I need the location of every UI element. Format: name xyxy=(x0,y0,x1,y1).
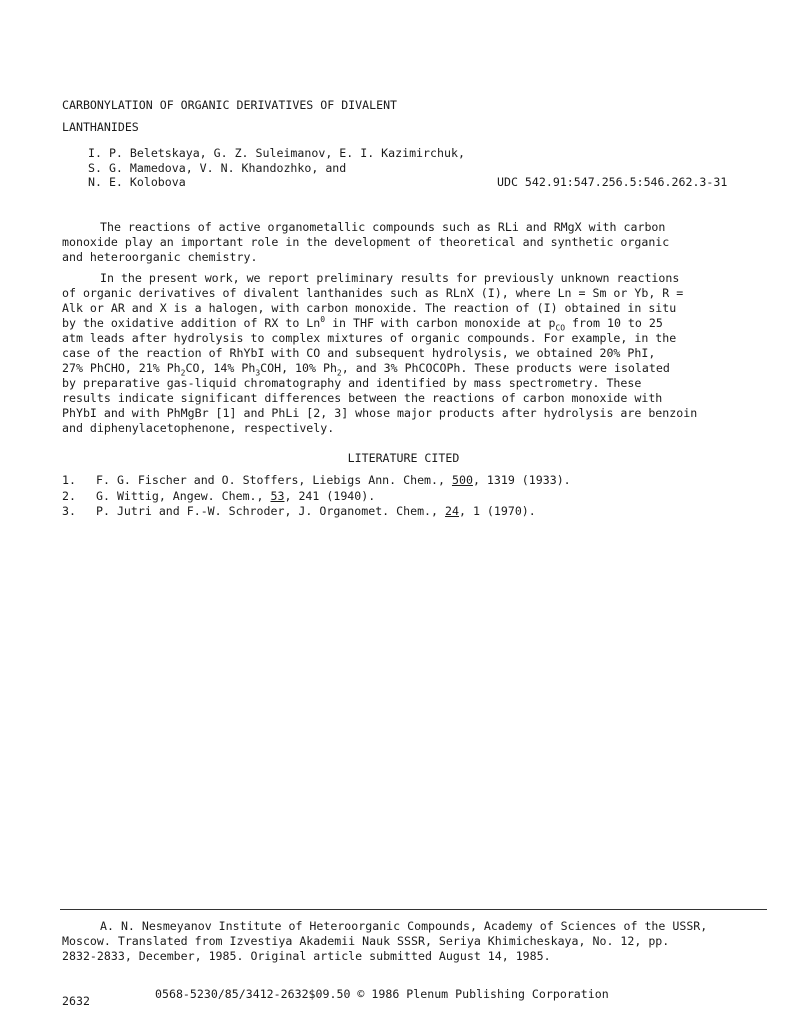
reference-pages: , 1 (1970). xyxy=(458,504,536,518)
paragraph-results-s6: , and 3% PhCOCOPh. These products were isolated by preparative gas-liquid chromatography and identified by mass spectrometry. These results indicate significant differences between the reactions of carbon monoxide with PhYbI and with PhMgBr [1] and PhLi [2, 3] whose major products after hydrolysis are benzoin and diphenylacetophenone, respectively. xyxy=(62,361,698,435)
reference-number: 1. xyxy=(62,473,76,487)
page-number: 2632 xyxy=(62,994,90,1008)
paragraph-results-s4: CO, 14% Ph xyxy=(185,361,256,375)
reference-authors: F. G. Fischer and O. Stoffers, Liebigs Ann. Chem., xyxy=(96,473,452,487)
literature-heading: LITERATURE CITED xyxy=(347,451,460,465)
reference-authors: P. Jutri and F.-W. Schroder, J. Organomet. Chem., xyxy=(96,504,446,518)
article-title: CARBONYLATION OF ORGANIC DERIVATIVES OF DIVALENT LANTHANIDES xyxy=(62,98,398,134)
reference-text xyxy=(96,504,536,520)
reference-volume: 24 xyxy=(445,504,459,518)
reference-volume: 500 xyxy=(451,473,473,487)
reference-number: 2. xyxy=(62,488,76,503)
copyright-line: 0568-5230/85/3412-2632$09.50 © 1986 Plenum Publishing Corporation xyxy=(155,987,609,1001)
reference-item xyxy=(62,504,762,520)
reference-text xyxy=(96,473,571,489)
paragraph-intro xyxy=(62,220,752,265)
reference-pages: , 241 (1940). xyxy=(284,488,376,503)
paragraph-results-s3: from 10 to 25 atm leads after hydrolysis to complex mixtures of organic compounds. For example, in the case of the reaction of RhYbI with CO and subsequent hydrolysis, we obtained 20% PhI, 27% PhCHO, 21% Ph xyxy=(62,316,677,375)
footnote-divider xyxy=(60,909,767,910)
subscript-2b: 2 xyxy=(336,368,342,378)
affiliation-footnote-text: A. N. Nesmeyanov Institute of Heteroorganic Compounds, Academy of Sciences of the USSR, Moscow. Translated from Izvestiya Akademii Nauk SSSR, Seriya Khimicheskaya, No. 12, pp. 2832-2833, December, 1985. Original article submitted August 14, 1985. xyxy=(62,919,708,963)
subscript-3: 3 xyxy=(255,368,261,378)
reference-text xyxy=(96,489,375,505)
subscript-2a: 2 xyxy=(180,368,186,378)
reference-item xyxy=(62,473,762,489)
udc-code: UDC 542.91:547.256.5:546.262.3-31 xyxy=(497,175,728,189)
reference-authors: G. Wittig, Angew. Chem., xyxy=(96,488,271,503)
author-list: I. P. Beletskaya, G. Z. Suleimanov, E. I. Kazimirchuk, S. G. Mamedova, V. N. Khandozhko, and N. E. Kolobova xyxy=(88,146,465,189)
paragraph-results-s1: In the present work, we report preliminary results for previously unknown reactions of organic derivatives of divalent lanthanides such as RLnX (I), where Ln = Sm or Yb, R = Alk or AR and X is a halogen, with carbon monoxide. The reaction of (I) obtained in situ by the oxidative addition of RX to Ln xyxy=(62,271,684,330)
reference-number: 3. xyxy=(62,504,76,518)
paragraph-results-s2: in THF with carbon monoxide at p xyxy=(325,316,556,330)
paragraph-results-s5: COH, 10% Ph xyxy=(260,361,337,375)
subscript-co: CO xyxy=(555,323,566,333)
paragraph-results xyxy=(62,271,752,436)
affiliation-footnote xyxy=(62,919,752,964)
superscript-zero: 0 xyxy=(320,315,326,325)
reference-volume: 53 xyxy=(270,488,285,503)
paragraph-intro-text: The reactions of active organometallic compounds such as RLi and RMgX with carbon monoxide play an important role in the development of theoretical and synthetic organic and heteroorganic chemistry. xyxy=(62,220,670,264)
reference-list xyxy=(62,473,762,520)
reference-pages: , 1319 (1933). xyxy=(472,473,571,487)
reference-item xyxy=(62,489,762,505)
